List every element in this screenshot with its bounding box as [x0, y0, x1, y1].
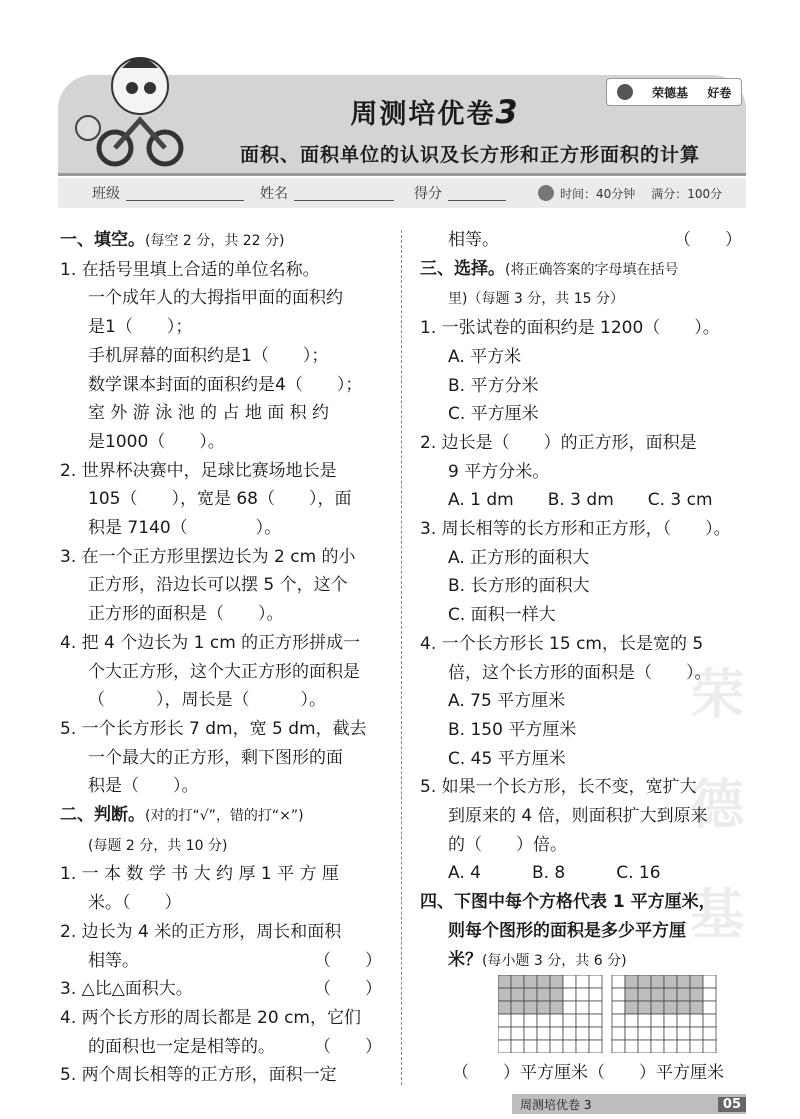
section-heading [420, 255, 750, 285]
line-text: 5. 两个周长相等的正方形，面积一定 [60, 1065, 337, 1086]
line-text: 一、填空。 [60, 230, 145, 250]
question-line [420, 458, 750, 487]
question-line [60, 514, 390, 543]
grid-cell [524, 1014, 537, 1027]
question-line [60, 918, 390, 947]
footer-label: 周测培优卷 3 [520, 1097, 592, 1112]
grid-cell [563, 1040, 576, 1053]
brand-name: 荣德基 [651, 85, 688, 100]
score-note: (每小题 3 分，共 6 分) [482, 952, 627, 969]
score-field[interactable] [448, 186, 506, 201]
grid-cell [589, 1027, 602, 1040]
grid-cell [612, 1014, 625, 1027]
grid-cell [511, 975, 524, 988]
class-field[interactable] [126, 186, 244, 201]
line-text: 二、判断。 [60, 805, 145, 826]
line-text: C. 平方厘米 [448, 404, 539, 425]
grid-cell [511, 1014, 524, 1027]
grid-cell [550, 1027, 563, 1040]
grid-cell [537, 975, 550, 988]
grid-cell [537, 1014, 550, 1027]
grid-cell [563, 1027, 576, 1040]
grid-cell [677, 988, 690, 1001]
grid-cell [537, 1040, 550, 1053]
question-line [420, 687, 750, 716]
question-line [420, 226, 750, 255]
line-text: 三、选择。 [420, 258, 505, 279]
line-text: 手机屏幕的面积约是1（ ）； [88, 345, 329, 366]
grid-cell [677, 975, 690, 988]
grid-cell [625, 975, 638, 988]
question-line [60, 772, 390, 801]
grid-cell [524, 1040, 537, 1053]
line-text: 一个成年人的大拇指甲面的面积约 [88, 288, 343, 309]
grid-cell [625, 1040, 638, 1053]
grid-cell [589, 975, 602, 988]
grid-cell [563, 1014, 576, 1027]
grid-cell [690, 1001, 703, 1014]
question-line [60, 256, 390, 285]
line-text: 3. 在一个正方形里摆边长为 2 cm 的小 [60, 546, 356, 567]
grid-cell [524, 988, 537, 1001]
line-text: 105（ ），宽是 68（ ），面 [88, 489, 352, 510]
score-note: (每空 2 分，共 22 分) [145, 233, 285, 249]
line-text: 1. 在括号里填上合适的单位名称。 [60, 259, 320, 280]
grid-cell [664, 988, 677, 1001]
answer-bracket[interactable]: （ ） [674, 230, 742, 250]
grid-cell [677, 1001, 690, 1014]
question-line [60, 686, 390, 715]
grid-cell [589, 1040, 602, 1053]
grid-cell [524, 1001, 537, 1014]
grid-cell [563, 988, 576, 1001]
grid-cell [651, 1014, 664, 1027]
question-line [420, 284, 750, 314]
question-line [60, 485, 390, 514]
grid-cell [638, 988, 651, 1001]
question-line [420, 400, 750, 429]
grid-cell [498, 1001, 511, 1014]
line-text: A. 4 B. 8 C. 16 [448, 863, 661, 884]
line-text: 数学课本封面的面积约是4（ ）； [88, 374, 363, 395]
page-title: 周测培优卷3 [350, 93, 520, 131]
line-text: 的面积也一定是相等的。 [88, 1036, 275, 1057]
grid-cell [664, 1014, 677, 1027]
grid-cell [589, 1001, 602, 1014]
line-text: 是1000（ ）。 [88, 431, 225, 452]
time-limit: 时间：40分钟 [560, 186, 636, 201]
score-note: 里)（每题 3 分，共 15 分） [448, 291, 624, 308]
grid-cell [651, 988, 664, 1001]
line-text: A. 正方形的面积大 [448, 547, 590, 568]
line-text: A. 1 dm B. 3 dm C. 3 cm [448, 490, 713, 511]
page-subtitle: 面积、面积单位的认识及长方形和正方形面积的计算 [239, 144, 700, 166]
grid-cell [703, 1027, 716, 1040]
line-text: 的（ ）倍。 [448, 834, 567, 855]
line-text: A. 平方米 [448, 346, 522, 367]
clock-icon [538, 185, 554, 201]
line-text: C. 面积一样大 [448, 605, 556, 626]
grid-cell [498, 988, 511, 1001]
watermark: 荣德基 [690, 663, 744, 946]
grid-cell [550, 988, 563, 1001]
grid-cell [589, 988, 602, 1001]
name-label: 姓名 [260, 186, 288, 202]
line-text: （ ），周长是（ ）。 [88, 690, 326, 711]
grid-cell [589, 1014, 602, 1027]
section-heading [60, 226, 390, 256]
grid-cell [690, 975, 703, 988]
question-line [60, 1061, 390, 1090]
grid-cell [511, 1001, 524, 1014]
question-line [60, 629, 390, 658]
grid-cell [524, 1027, 537, 1040]
line-text: 5. 一个长方形长 7 dm，宽 5 dm，截去 [60, 718, 367, 739]
line-text: B. 长方形的面积大 [448, 576, 590, 597]
grid-cell [550, 1014, 563, 1027]
grid-cell [550, 1040, 563, 1053]
question-line [420, 601, 750, 630]
grid-cell [498, 975, 511, 988]
question-line [60, 975, 390, 1004]
grid-cell [563, 1001, 576, 1014]
grid-cell [511, 1040, 524, 1053]
question-line [60, 831, 390, 861]
grid-cell [498, 1027, 511, 1040]
grid-cell [612, 988, 625, 1001]
grid-cell [563, 975, 576, 988]
right-column [420, 226, 750, 975]
question-line [420, 515, 750, 544]
question-line [60, 428, 390, 457]
grid-cell [550, 1001, 563, 1014]
question-line [60, 284, 390, 313]
question-line [60, 600, 390, 629]
grid-figures [498, 975, 748, 1053]
grid-cell [651, 1040, 664, 1053]
answer-bracket[interactable]: （ ） [314, 950, 382, 971]
grid-cell [664, 1027, 677, 1040]
class-label: 班级 [92, 186, 120, 202]
line-text: 倍，这个长方形的面积是（ ）。 [448, 662, 712, 683]
grid-cell [576, 1027, 589, 1040]
full-score: 满分：100分 [651, 186, 723, 201]
line-text: 2. 边长是（ ）的正方形，面积是 [420, 432, 697, 453]
grid-cell [498, 1040, 511, 1053]
grid-cell [703, 1040, 716, 1053]
column-divider [401, 230, 402, 1085]
question-line [420, 429, 750, 458]
grid-cell [612, 975, 625, 988]
footer [512, 1094, 746, 1114]
brand-tag: 好卷 [707, 85, 732, 100]
line-text: 2. 边长为 4 米的正方形，周长和面积 [60, 921, 342, 942]
line-text: 1. 一 本 数 学 书 大 约 厚 1 平 方 厘 [60, 864, 339, 885]
line-text: 相等。 [88, 950, 139, 971]
left-column [60, 226, 390, 1090]
section-heading [60, 801, 390, 831]
question-line [60, 715, 390, 744]
question-line [60, 947, 390, 976]
header-underline [58, 173, 746, 176]
grid-cell [664, 975, 677, 988]
question-line [60, 1004, 390, 1033]
line-text: C. 45 平方厘米 [448, 748, 566, 769]
brand-logo [606, 78, 742, 106]
line-text: 相等。 [448, 230, 499, 250]
grid-cell [690, 988, 703, 1001]
grid-cell [576, 975, 589, 988]
line-text: 积是 7140（ ）。 [88, 518, 282, 539]
grid-cell [511, 988, 524, 1001]
grid-cell [537, 1027, 550, 1040]
grid-cell [638, 1040, 651, 1053]
line-text: 5. 如果一个长方形，长不变，宽扩大 [420, 777, 697, 798]
question-line [420, 544, 750, 573]
question-line [420, 859, 750, 888]
question-line [60, 399, 390, 428]
question-line [420, 659, 750, 688]
line-text: 9 平方分米。 [448, 461, 550, 482]
grid-cell [625, 1027, 638, 1040]
section-heading [420, 946, 750, 976]
grid-cell [537, 988, 550, 1001]
line-text: 米。（ ） [88, 893, 182, 914]
question-line [420, 716, 750, 745]
question-line [60, 371, 390, 400]
score-note: (将正确答案的字母填在括号 [505, 261, 679, 278]
line-text: 一个最大的正方形，剩下图形的面 [88, 747, 343, 768]
grid-cell [690, 1027, 703, 1040]
grid-cell [677, 1040, 690, 1053]
grid-cell [498, 1014, 511, 1027]
question-line [420, 831, 750, 860]
grid-cell [612, 1027, 625, 1040]
grid-cell [576, 988, 589, 1001]
question-line [420, 343, 750, 372]
line-text: 米？ [448, 949, 482, 970]
score-note: (每题 2 分，共 10 分) [88, 837, 228, 854]
question-line [420, 372, 750, 401]
question-line [60, 860, 390, 889]
grid-cell [677, 1014, 690, 1027]
grid-cell [638, 975, 651, 988]
grid-cell [524, 975, 537, 988]
line-text: B. 150 平方厘米 [448, 719, 577, 740]
grid-cell [664, 1001, 677, 1014]
grid-cell [651, 1027, 664, 1040]
question-line [420, 572, 750, 601]
grid-cell [625, 1014, 638, 1027]
line-text: 3. △比△面积大。 [60, 979, 193, 1000]
line-text: A. 75 平方厘米 [448, 691, 566, 712]
grid-cell [612, 1040, 625, 1053]
question-line [60, 658, 390, 687]
grid-cell [703, 1001, 716, 1014]
line-text: 3. 周长相等的长方形和正方形，（ ）。 [420, 519, 731, 540]
page-number: 05 [718, 1097, 746, 1112]
question-line [420, 314, 750, 343]
grid-cell [638, 1014, 651, 1027]
grid-cell [677, 1027, 690, 1040]
info-bar [58, 178, 746, 208]
line-text: 1. 一张试卷的面积约是 1200（ ）。 [420, 318, 720, 339]
grid-cell [511, 1027, 524, 1040]
grid-cell [703, 975, 716, 988]
question-line [420, 486, 750, 515]
section-heading [420, 917, 750, 946]
question-line [60, 457, 390, 486]
question-line [60, 313, 390, 342]
line-text: 到原来的 4 倍，则面积扩大到原来 [448, 806, 708, 827]
grid-cell [576, 1040, 589, 1053]
question-line [60, 744, 390, 773]
answer-bracket[interactable]: （ ） [314, 1036, 382, 1057]
question-line [60, 571, 390, 600]
grid-cell [638, 1027, 651, 1040]
grid-cell [638, 1001, 651, 1014]
figure-answers: （ ）平方厘米（ ）平方厘米 [452, 1063, 724, 1083]
line-text: 4. 把 4 个边长为 1 cm 的正方形拼成一 [60, 632, 361, 653]
question-line [60, 1033, 390, 1062]
line-text: 4. 一个长方形长 15 cm，长是宽的 5 [420, 633, 704, 654]
grid-cell [703, 988, 716, 1001]
line-text: 四、下图中每个方格代表 1 平方厘米， [420, 892, 716, 913]
name-field[interactable] [294, 186, 394, 201]
grid-cell [690, 1040, 703, 1053]
grid-cell [625, 988, 638, 1001]
line-text: 则每个图形的面积是多少平方厘 [448, 920, 686, 941]
grid-cell [576, 1014, 589, 1027]
line-text: 2. 世界杯决赛中，足球比赛场地长是 [60, 460, 337, 481]
question-line [60, 543, 390, 572]
line-text: 是1（ ）； [88, 317, 193, 338]
line-text: 4. 两个长方形的周长都是 20 cm，它们 [60, 1007, 361, 1028]
grid-cell [664, 1040, 677, 1053]
grid-cell [651, 975, 664, 988]
grid-cell [550, 975, 563, 988]
score-label: 得分 [414, 186, 442, 202]
answer-bracket[interactable]: （ ） [314, 979, 382, 1000]
grid-cell [651, 1001, 664, 1014]
line-text: 正方形的面积是（ ）。 [88, 604, 284, 625]
question-line [420, 802, 750, 831]
grid-figure-1 [498, 975, 602, 1053]
question-line [60, 342, 390, 371]
line-text: 积是（ ）。 [88, 776, 199, 797]
grid-cell [703, 1014, 716, 1027]
question-line [420, 773, 750, 802]
question-line [420, 630, 750, 659]
question-line [60, 889, 390, 918]
grid-cell [612, 1001, 625, 1014]
score-note: (对的打“√”，错的打“×”) [145, 808, 304, 825]
grid-figure-2 [612, 975, 716, 1053]
line-text: 正方形，沿边长可以摆 5 个，这个 [88, 575, 348, 596]
question-line [420, 745, 750, 774]
line-text: 室 外 游 泳 池 的 占 地 面 积 约 [88, 403, 330, 424]
brand-face-icon [617, 84, 633, 100]
line-text: B. 平方分米 [448, 375, 539, 396]
grid-cell [537, 1001, 550, 1014]
mascot-on-bike-icon [70, 48, 190, 168]
grid-cell [690, 1014, 703, 1027]
section-heading [420, 888, 750, 917]
line-text: 个大正方形，这个大正方形的面积是 [88, 661, 360, 682]
grid-cell [625, 1001, 638, 1014]
grid-cell [576, 1001, 589, 1014]
